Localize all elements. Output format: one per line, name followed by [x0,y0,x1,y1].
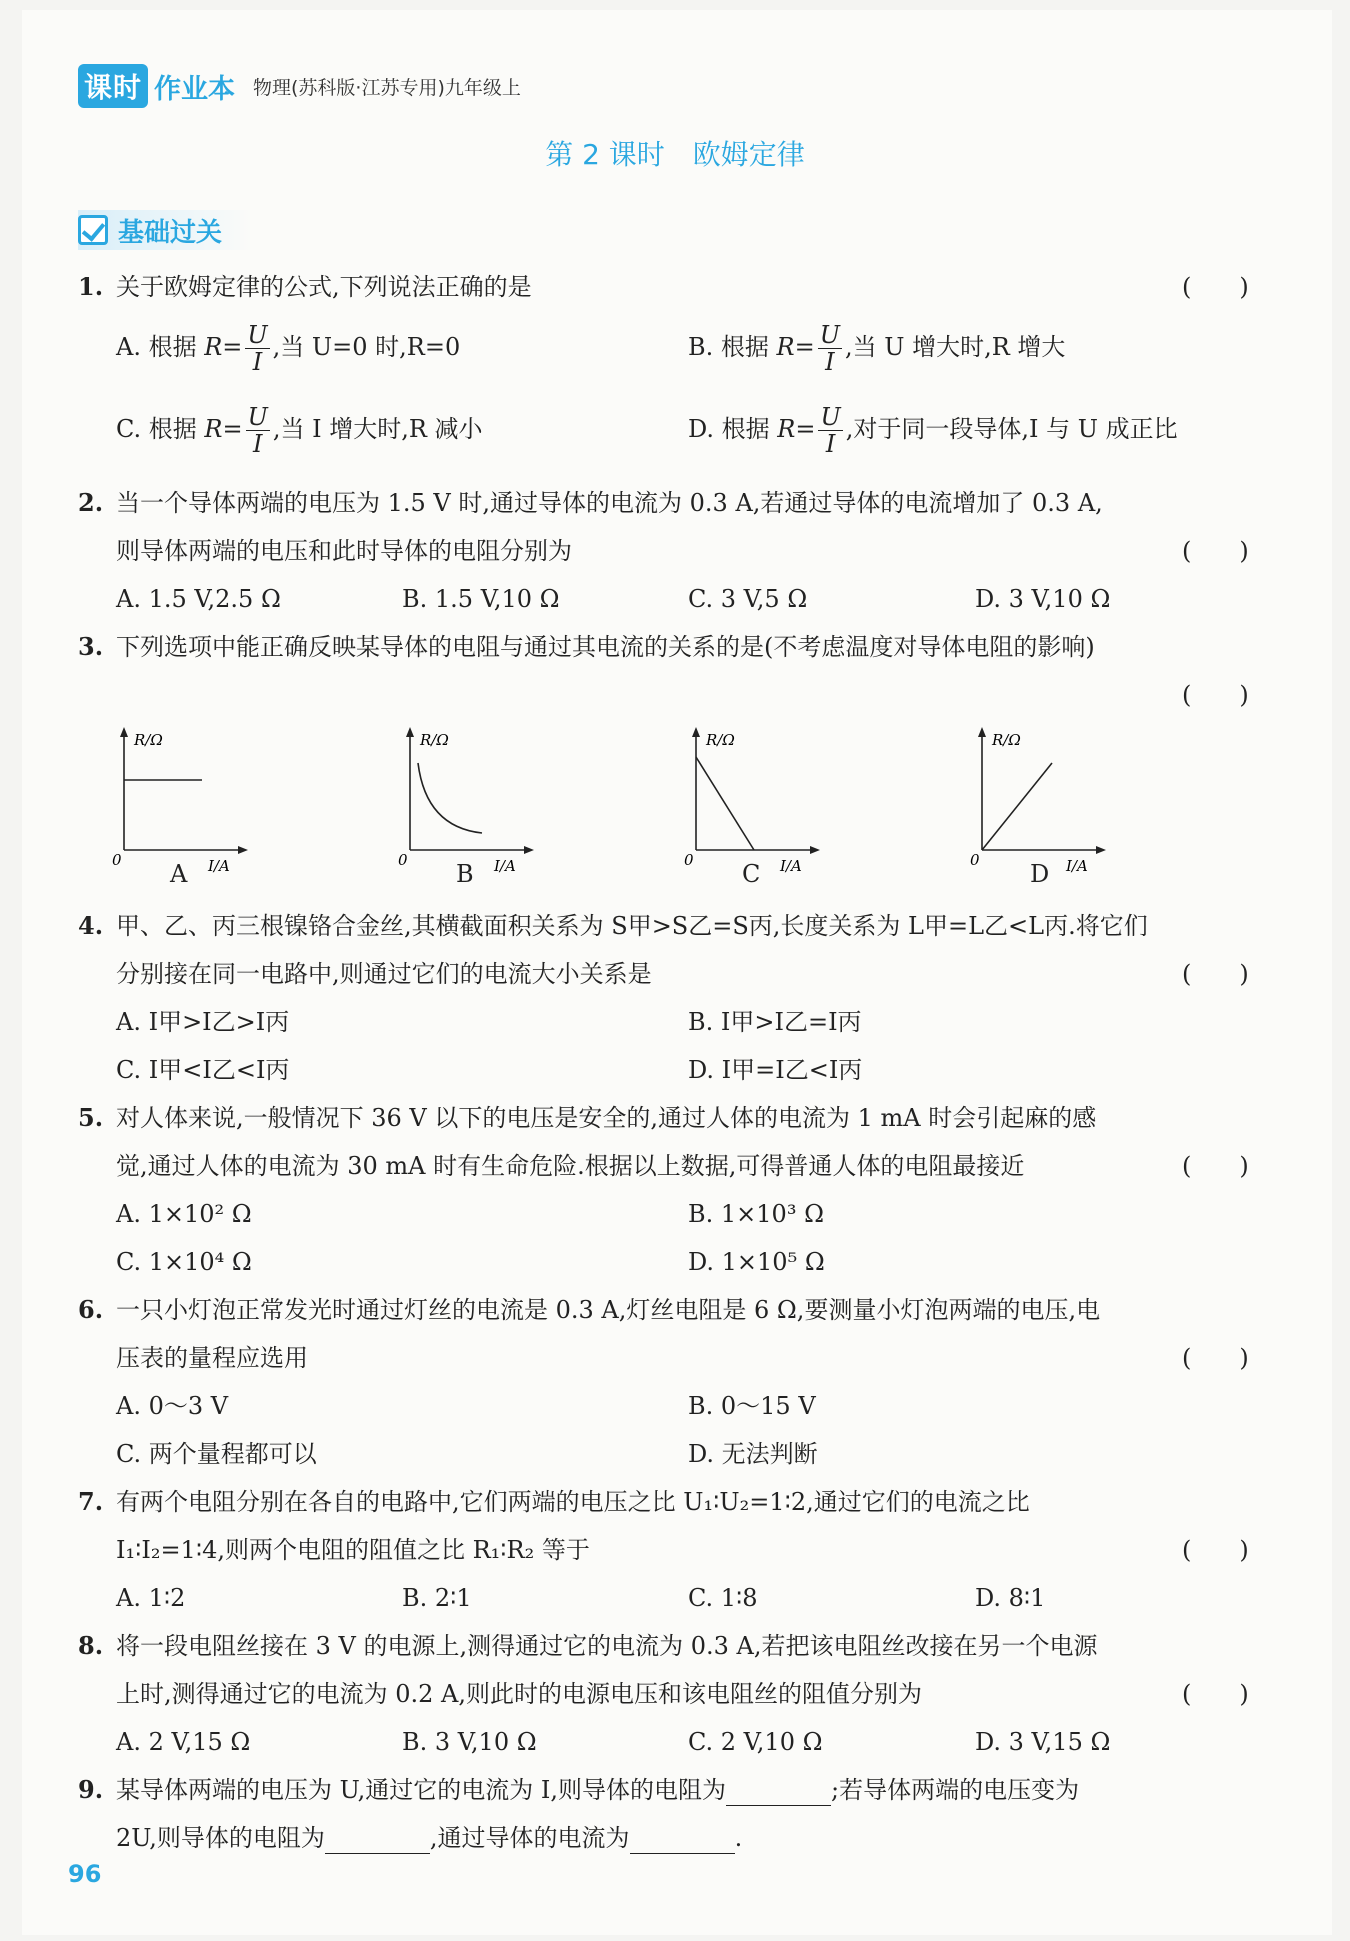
x-axis-label: I/A [1066,857,1088,875]
option-suffix: ,当 U 增大时,R 增大 [844,333,1066,361]
text-segment: ;若导体两端的电压变为 [831,1776,1080,1804]
graph-d [970,725,1110,875]
origin-label: 0 [112,851,122,869]
graph-b [398,725,538,875]
answer-paren: ( ) [1182,1680,1249,1708]
y-axis-label: R/Ω [420,731,449,749]
fraction [245,322,269,375]
answer-paren: ( ) [1182,960,1249,988]
question-number: 3. [78,632,104,661]
checkbox-icon [78,215,108,245]
question-line [116,1822,742,1854]
numerator: U [819,321,840,349]
lesson-title: 第 2 课时 欧姆定律 [545,138,805,171]
denominator: I [825,430,836,458]
question-line: 觉,通过人体的电流为 30 mA 时有生命危险.根据以上数据,可得普通人体的电阻最接近 [116,1152,1025,1180]
question-number: 4. [78,911,104,940]
formula-lhs: R= [204,333,243,361]
question-line: 有两个电阻分别在各自的电路中,它们两端的电压之比 U₁∶U₂=1∶2,通过它们的电流之比 [116,1488,1030,1516]
section-label: 基础过关 [118,217,223,248]
formula-lhs: R= [777,415,816,443]
text-segment: ,通过导体的电流为 [429,1824,630,1852]
option-b: B. 1×10³ Ω [688,1200,824,1228]
question-line: 则导体两端的电压和此时导体的电阻分别为 [116,537,572,565]
answer-blank[interactable] [726,1781,831,1806]
option-b: B. 0～15 V [688,1392,816,1420]
question-number: 6. [78,1295,104,1324]
graph-label-c: C [742,860,761,888]
question-line: 压表的量程应选用 [116,1344,308,1372]
option-prefix: A. 根据 [116,333,197,361]
option-prefix: D. 根据 [688,415,770,443]
header [78,64,521,108]
y-axis-label: R/Ω [134,731,163,749]
option-c: C. 3 V,5 Ω [688,585,808,613]
option-a: A. 0～3 V [116,1392,229,1420]
question-line: 当一个导体两端的电压为 1.5 V 时,通过导体的电流为 0.3 A,若通过导体的电流增加了 0.3 A, [116,489,1103,517]
question-line: 对人体来说,一般情况下 36 V 以下的电压是安全的,通过人体的电流为 1 mA 时会引起麻的感 [116,1104,1097,1132]
question-number: 1. [78,272,104,301]
option-a: A. I甲>I乙>I丙 [116,1008,290,1036]
answer-paren: ( ) [1182,681,1249,709]
answer-paren: ( ) [1182,1152,1249,1180]
question-line: 上时,测得通过它的电流为 0.2 A,则此时的电源电压和该电阻丝的阻值分别为 [116,1680,923,1708]
curve-hyperbola [418,763,482,833]
x-axis-label: I/A [208,857,230,875]
option-b [688,322,1065,375]
option-prefix: C. 根据 [116,415,197,443]
numerator: U [247,403,268,431]
fraction [246,404,270,457]
answer-blank[interactable] [325,1829,430,1854]
question-line: 分别接在同一电路中,则通过它们的电流大小关系是 [116,960,652,988]
question-line: I₁∶I₂=1∶4,则两个电阻的阻值之比 R₁∶R₂ 等于 [116,1536,590,1564]
option-a: A. 1∶2 [116,1584,186,1612]
option-c: C. 1∶8 [688,1584,758,1612]
question-number: 2. [78,488,104,517]
option-b: B. I甲>I乙=I丙 [688,1008,862,1036]
answer-paren: ( ) [1182,1536,1249,1564]
answer-paren: ( ) [1182,1344,1249,1372]
numerator: U [820,403,841,431]
formula-lhs: R= [776,333,815,361]
text-segment: . [734,1824,743,1852]
y-axis-label: R/Ω [992,731,1021,749]
option-prefix: B. 根据 [688,333,769,361]
option-a: A. 1×10² Ω [116,1200,252,1228]
origin-label: 0 [398,851,408,869]
option-c [116,404,483,457]
fraction [818,322,842,375]
denominator: I [252,348,263,376]
option-d [688,404,1178,457]
curve-decreasing [696,757,754,850]
option-c: C. 2 V,10 Ω [688,1728,823,1756]
question-line: 一只小灯泡正常发光时通过灯丝的电流是 0.3 A,灯丝电阻是 6 Ω,要测量小灯泡两端的电压,电 [116,1296,1101,1324]
page-number: 96 [68,1860,102,1888]
answer-paren: ( ) [1182,537,1249,565]
option-d: D. I甲=I乙<I丙 [688,1056,863,1084]
question-stem: 关于欧姆定律的公式,下列说法正确的是 [116,273,532,301]
question-line: 甲、乙、丙三根镍铬合金丝,其横截面积关系为 S甲>S乙=S丙,长度关系为 L甲=L乙<L丙.将它们 [116,912,1148,940]
fraction [818,404,842,457]
question-number: 5. [78,1103,104,1132]
formula-lhs: R= [204,415,243,443]
question-number: 9. [78,1775,104,1804]
graph-a [112,725,252,875]
option-d: D. 3 V,10 Ω [975,585,1111,613]
option-d: D. 1×10⁵ Ω [688,1248,825,1276]
logo [78,64,235,108]
numerator: U [247,321,268,349]
answer-paren: ( ) [1182,273,1249,301]
origin-label: 0 [970,851,980,869]
x-axis-label: I/A [780,857,802,875]
option-b: B. 1.5 V,10 Ω [402,585,560,613]
answer-blank[interactable] [630,1829,735,1854]
option-b: B. 3 V,10 Ω [402,1728,537,1756]
option-suffix: ,对于同一段导体,I 与 U 成正比 [845,415,1178,443]
section-heading [78,210,252,250]
logo-ke: 课时 [78,64,148,108]
option-c: C. I甲<I乙<I丙 [116,1056,290,1084]
text-segment: 2U,则导体的电阻为 [116,1824,325,1852]
option-suffix: ,当 I 增大时,R 减小 [272,415,483,443]
option-a: A. 1.5 V,2.5 Ω [116,585,281,613]
option-d: D. 8∶1 [975,1584,1046,1612]
option-c: C. 两个量程都可以 [116,1440,317,1468]
logo-zyb: 作业本 [154,73,236,105]
option-suffix: ,当 U=0 时,R=0 [272,333,461,361]
denominator: I [252,430,263,458]
graph-c [684,725,824,875]
graph-label-a: A [170,860,188,888]
question-line: 将一段电阻丝接在 3 V 的电源上,测得通过它的电流为 0.3 A,若把该电阻丝改接在另一个电源 [116,1632,1098,1660]
question-number: 8. [78,1631,104,1660]
option-b: B. 2∶1 [402,1584,472,1612]
subject-label: 物理(苏科版·江苏专用)九年级上 [253,76,521,99]
option-a [116,322,460,375]
text-segment: 某导体两端的电压为 U,通过它的电流为 I,则导体的电阻为 [116,1776,727,1804]
question-number: 7. [78,1487,104,1516]
y-axis-label: R/Ω [706,731,735,749]
option-d: D. 3 V,15 Ω [975,1728,1111,1756]
graph-label-b: B [456,860,474,888]
question-line [116,1774,1079,1806]
graph-label-d: D [1030,860,1050,888]
x-axis-label: I/A [494,857,516,875]
origin-label: 0 [684,851,694,869]
option-d: D. 无法判断 [688,1440,818,1468]
denominator: I [825,348,835,376]
question-line: 下列选项中能正确反映某导体的电阻与通过其电流的关系的是(不考虑温度对导体电阻的影响) [116,633,1095,661]
option-c: C. 1×10⁴ Ω [116,1248,252,1276]
option-a: A. 2 V,15 Ω [116,1728,251,1756]
curve-increasing [982,763,1052,850]
